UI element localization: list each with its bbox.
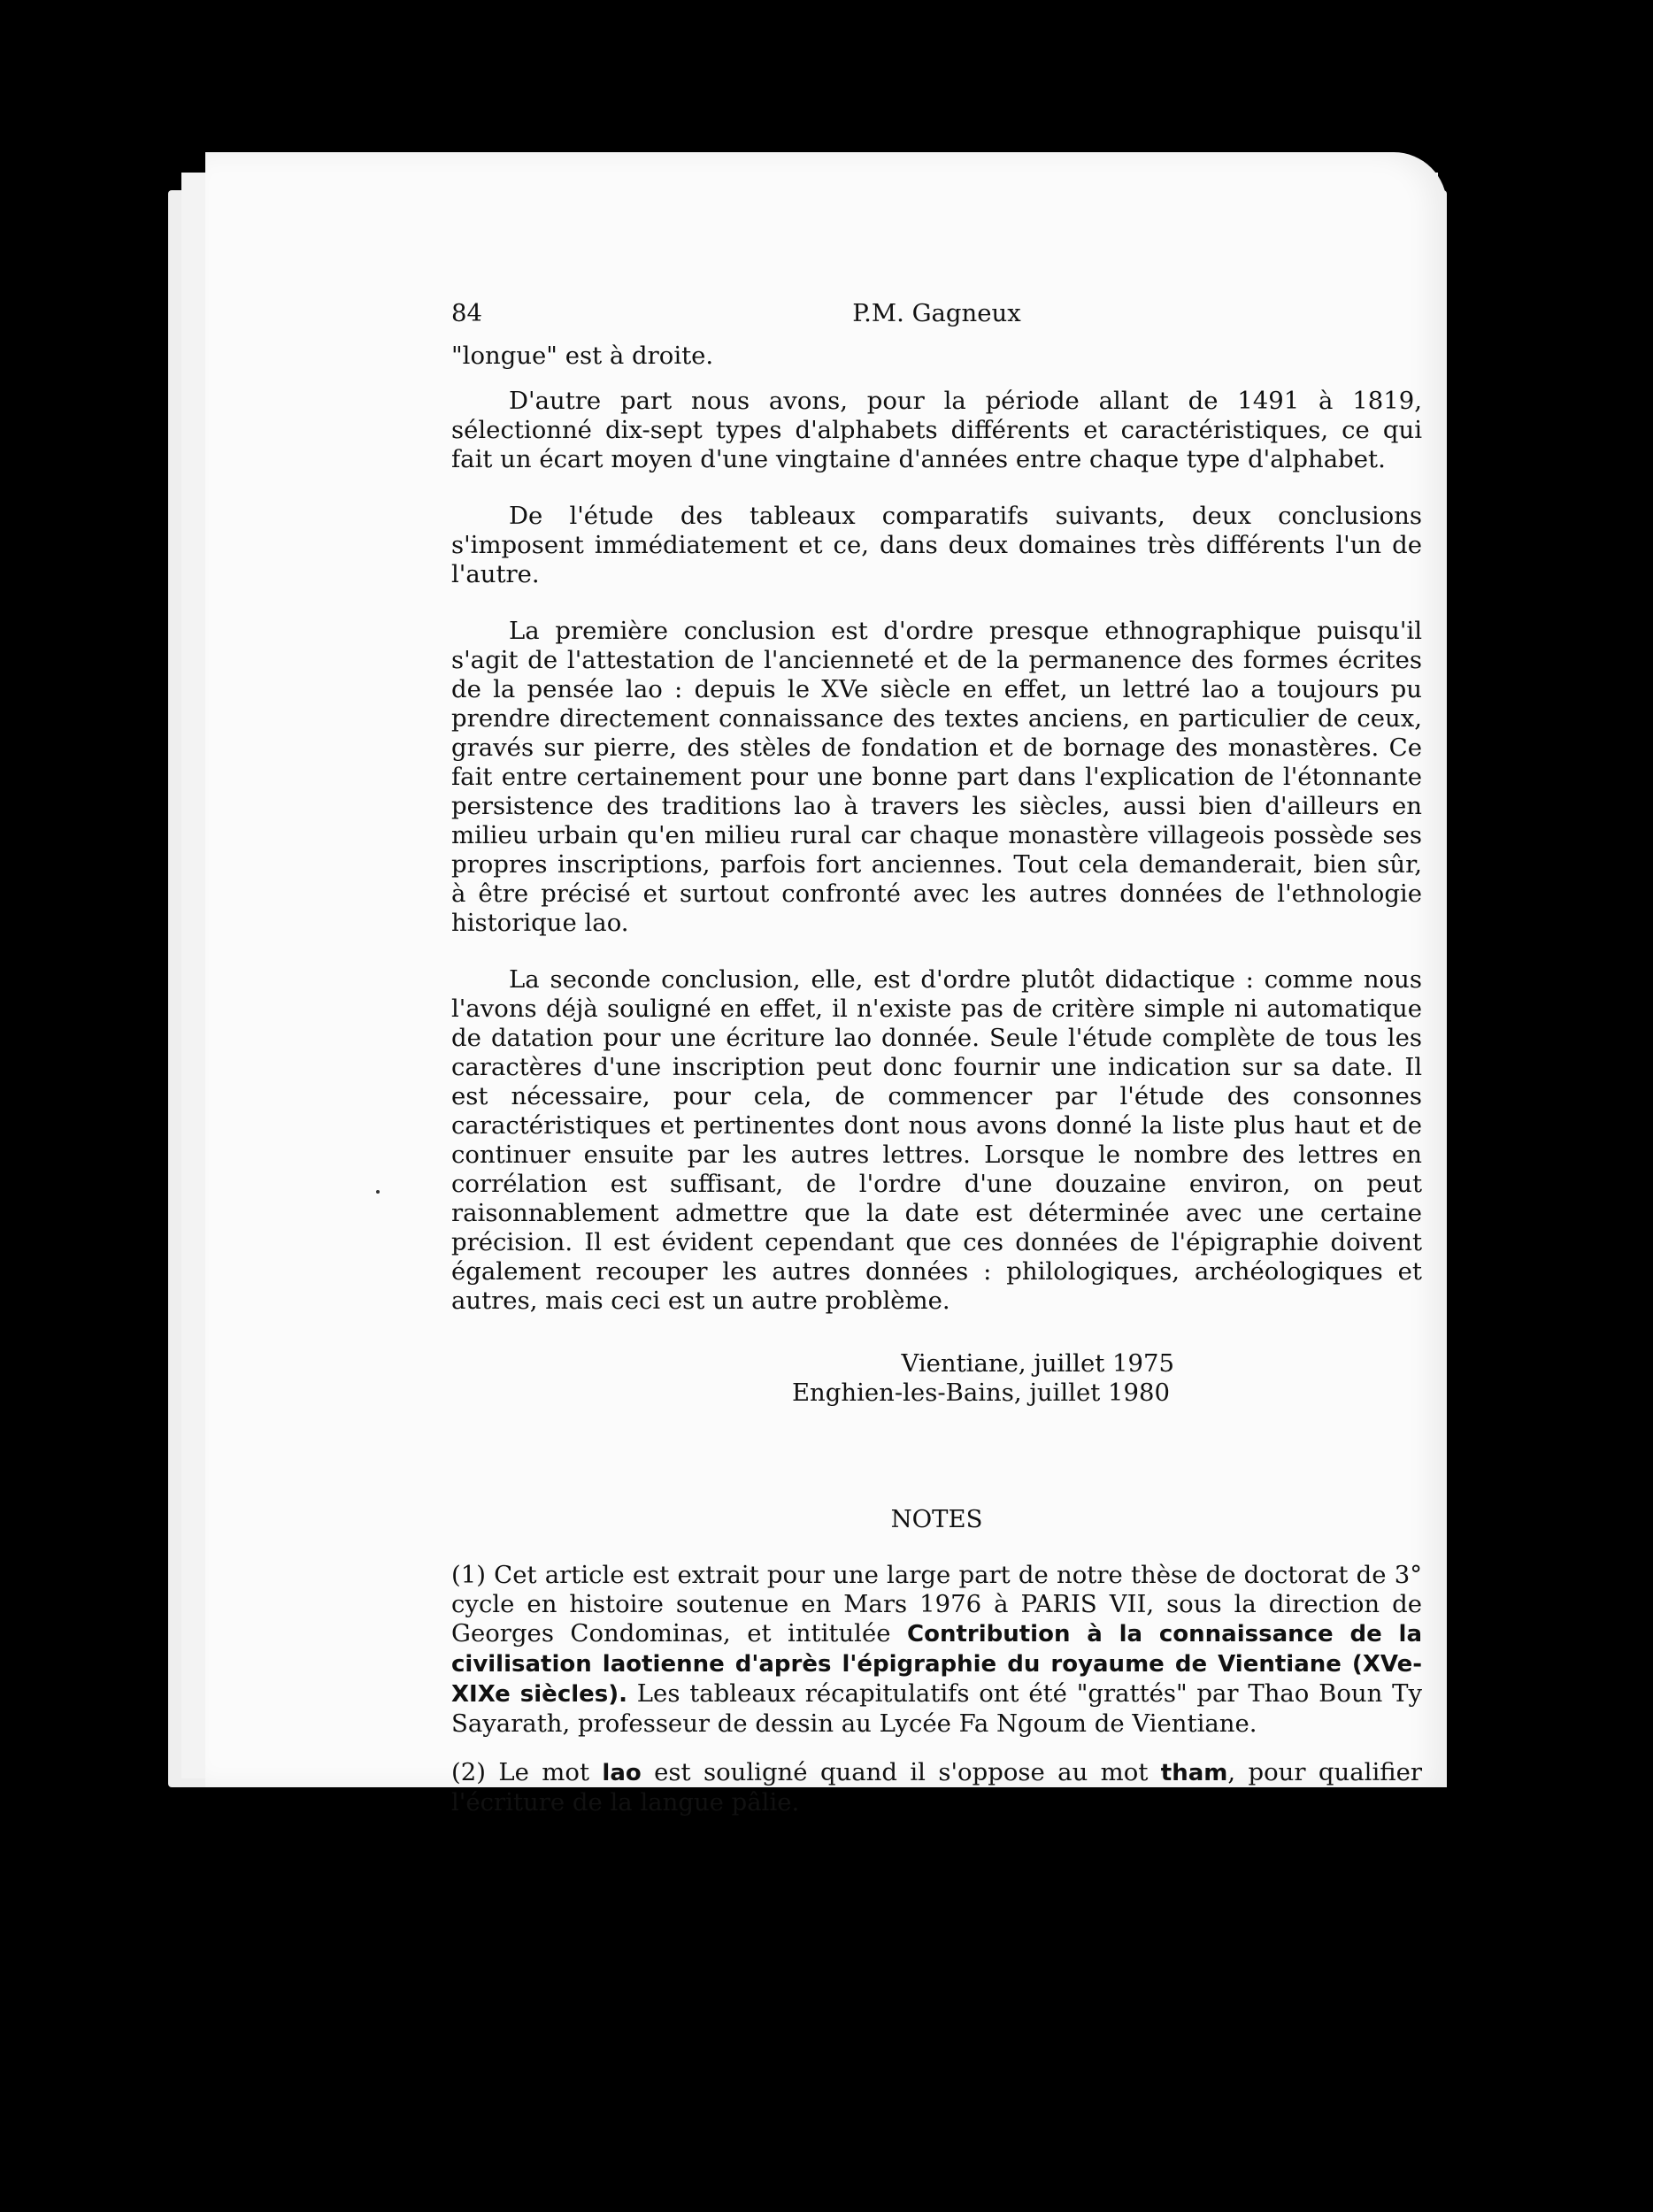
signature-line-1: Vientiane, juillet 1975 — [901, 1349, 1174, 1378]
page-content — [451, 299, 1422, 1817]
note-2-text-mid: est souligné quand il s'oppose au mot — [641, 1758, 1161, 1786]
page-header — [451, 299, 1422, 334]
note-2 — [451, 1758, 1422, 1817]
paragraph-alphabets: D'autre part nous avons, pour la période allant de 1491 à 1819, sélectionné dix-sept types d'alphabets différents et caractéristiques, ce qui fait un écart moyen d'une vingtaine d'années entre chaque type d'alphabet. — [451, 387, 1422, 473]
note-2-text-end: , pour qualifier l'écriture de la langue pâlie. — [451, 1758, 1422, 1816]
paragraph-continuation: "longue" est à droite. — [451, 342, 714, 370]
note-2-lao: lao — [602, 1760, 642, 1786]
signature-line-2: Enghien-les-Bains, juillet 1980 — [791, 1379, 1170, 1407]
note-1-text: (1) Cet article est extrait pour une large part de notre thèse de doctorat de 3° cycle en histoire soutenue en Mars 1976 à PARIS VII, sous la direction de Georges Condominas, et intitulée — [451, 1561, 1422, 1647]
paragraph-second-conclusion: La seconde conclusion, elle, est d'ordre plutôt didactique : comme nous l'avons déjà souligné en effet, il n'existe pas de critère simple ni automatique de datation pour une écriture lao donnée. Seule l'étude complète de tous les caractères d'une inscription peut donc fournir une indication sur sa date. Il est nécessaire, pour cela, de commencer par l'étude des consonnes caractéristiques et pertinentes dont nous avons donné la liste plus haut et de continuer ensuite par les autres lettres. Lorsque le nombre des lettres en corrélation est suffisant, de l'ordre d'une douzaine environ, on peut raisonnablement admettre que la date est déterminée avec une certaine précision. Il est évident cependant que ces données de l'épigraphie doivent également recouper les autres données : philologiques, archéologiques et autres, mais ceci est un autre problème. — [451, 965, 1422, 1315]
note-1-thesis-title: Contribution à la connaissance de la civilisation laotienne d'après l'épigraphie du royaume de Vientiane (XVe-XIXe siècles). — [451, 1621, 1422, 1708]
speck — [376, 1190, 380, 1194]
note-2-text: (2) Le mot — [451, 1758, 603, 1786]
signature-block — [451, 1349, 1422, 1408]
page-number: 84 — [451, 299, 482, 327]
paragraph-conclusions: De l'étude des tableaux comparatifs suivants, deux conclusions s'imposent immédiatement et ce, dans deux domaines très différents l'un de l'autre. — [451, 502, 1422, 588]
note-2-tham: tham — [1160, 1760, 1228, 1786]
paragraph-first-conclusion: La première conclusion est d'ordre presque ethnographique puisqu'il s'agit de l'attestation de l'ancienneté et de la permanence des formes écrites de la pensée lao : depuis le XVe siècle en effet, un lettré lao a toujours pu prendre directement connaissance des textes anciens, en particulier de ceux, gravés sur pierre, des stèles de fondation et de bornage des monastères. Ce fait entre certainement pour une bonne part dans l'explication de l'étonnante persistence des traditions lao à travers les siècles, aussi bien d'ailleurs en milieu urbain qu'en milieu rural car chaque monastère villageois possède ses propres inscriptions, parfois fort anciennes. Tout cela demanderait, bien sûr, à être précisé et surtout confronté avec les autres données de l'ethnologie historique lao. — [451, 617, 1422, 937]
note-1 — [451, 1561, 1422, 1739]
notes-title: NOTES — [890, 1505, 983, 1533]
running-head: P.M. Gagneux — [852, 299, 1021, 327]
note-1-text-end: Les tableaux récapitulatifs ont été "grattés" par Thao Boun Ty Sayarath, professeur de dessin au Lycée Fa Ngoum de Vientiane. — [451, 1679, 1422, 1738]
